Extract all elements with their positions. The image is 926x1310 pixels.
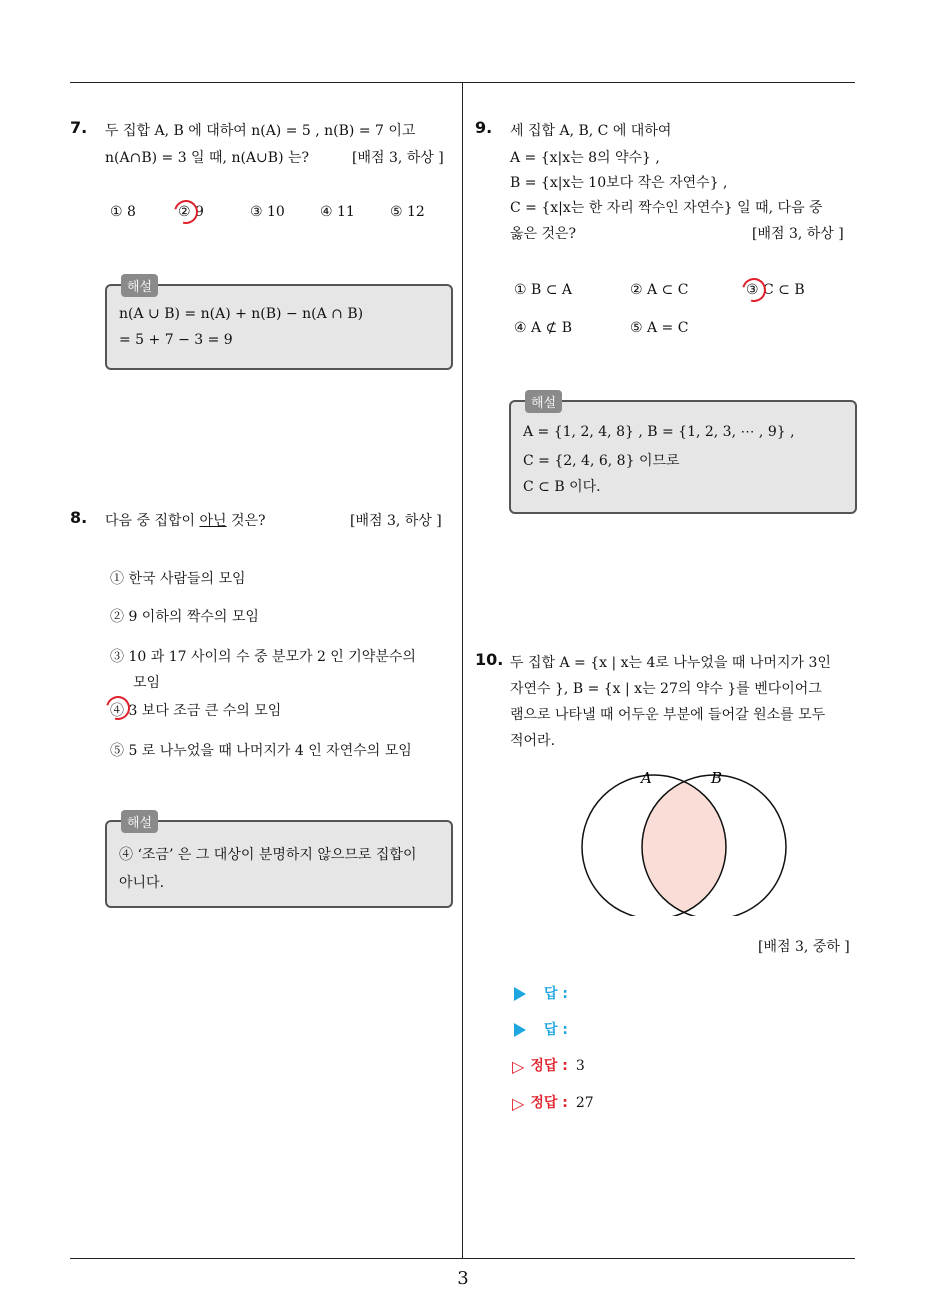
question-text-line: C = {x|x는 한 자리 짝수인 자연수} 일 때, 다음 중 bbox=[510, 200, 823, 216]
choice-3[interactable]: ③ 10 과 17 사이의 수 중 분모가 2 인 기약분수의 bbox=[110, 649, 416, 665]
correct-answer-row bbox=[512, 1055, 585, 1076]
outline-triangle-icon: ▷ bbox=[512, 1056, 525, 1076]
question-text-line: 다음 중 집합이 아닌 것은? bbox=[105, 513, 266, 529]
solution-tag: 해설 bbox=[121, 810, 158, 833]
question-text-line: n(A∩B) = 3 일 때, n(A∪B) 는? bbox=[105, 150, 310, 166]
answer-label: 답 : bbox=[544, 1022, 568, 1038]
selected-answer-mark bbox=[170, 196, 203, 229]
solution-box bbox=[105, 816, 453, 908]
question-text-line: 자연수 }, B = {x | x는 27의 약수 }를 벤다이어그 bbox=[510, 681, 822, 697]
correct-answer-value: 27 bbox=[575, 1095, 594, 1111]
solution-box bbox=[509, 396, 857, 514]
choice-4[interactable]: ④ A ⊄ B bbox=[514, 320, 573, 336]
solution-tag: 해설 bbox=[121, 274, 158, 297]
solution-line: A = {1, 2, 4, 8} , B = {1, 2, 3, ⋯ , 9} , bbox=[523, 424, 795, 440]
choice-1[interactable]: ① B ⊂ A bbox=[514, 282, 573, 298]
question-text-line: 적어라. bbox=[510, 733, 556, 749]
choice-5[interactable]: ⑤ A = C bbox=[630, 320, 689, 336]
correct-answer-label: 정답 : bbox=[530, 1058, 568, 1074]
solution-line: C = {2, 4, 6, 8} 이므로 bbox=[523, 453, 680, 469]
choice-3-continued: 모임 bbox=[133, 675, 161, 691]
question-text-line: 두 집합 A = {x | x는 4로 나누었을 때 나머지가 3인 bbox=[510, 655, 831, 671]
solution-line: n(A ∪ B) = n(A) + n(B) − n(A ∩ B) bbox=[119, 306, 364, 322]
question-text-line: 세 집합 A, B, C 에 대하여 bbox=[510, 123, 672, 139]
choice-4[interactable]: ④ 11 bbox=[320, 204, 355, 220]
question-number: 10. bbox=[475, 650, 504, 669]
choice-5[interactable]: ⑤ 12 bbox=[390, 204, 425, 220]
solution-line: ④ ‘조금’ 은 그 대상이 분명하지 않으므로 집합이 bbox=[119, 847, 417, 863]
question-number: 8. bbox=[70, 508, 88, 527]
correct-answer-label: 정답 : bbox=[530, 1095, 568, 1111]
score-label: [배점 3, 하상 ] bbox=[352, 150, 444, 166]
choice-1[interactable]: ① 한국 사람들의 모임 bbox=[110, 571, 246, 587]
venn-label-a: A bbox=[641, 769, 652, 787]
choice-5[interactable]: ⑤ 5 로 나누었을 때 나머지가 4 인 자연수의 모임 bbox=[110, 743, 412, 759]
answer-row[interactable] bbox=[514, 983, 568, 1003]
solution-line: = 5 + 7 − 3 = 9 bbox=[119, 332, 233, 348]
solution-line: C ⊂ B 이다. bbox=[523, 479, 601, 495]
choice-4[interactable]: ④ 3 보다 조금 큰 수의 모임 bbox=[110, 703, 282, 719]
answer-label: 답 : bbox=[544, 986, 568, 1002]
choice-2[interactable]: ② 9 bbox=[178, 204, 204, 220]
solution-line: 아니다. bbox=[119, 875, 165, 891]
choice-2[interactable]: ② 9 이하의 짝수의 모임 bbox=[110, 609, 259, 625]
bottom-rule bbox=[70, 1258, 855, 1259]
play-triangle-icon bbox=[514, 1023, 526, 1037]
score-label: [배점 3, 중하 ] bbox=[758, 939, 850, 955]
choice-1[interactable]: ① 8 bbox=[110, 204, 136, 220]
page-number: 3 bbox=[457, 1268, 469, 1289]
venn-diagram bbox=[570, 764, 810, 916]
correct-answer-value: 3 bbox=[575, 1058, 585, 1074]
question-text-line: 램으로 나타낼 때 어두운 부분에 들어갈 원소를 모두 bbox=[510, 707, 826, 723]
selected-answer-mark bbox=[738, 274, 771, 307]
question-text-line: A = {x|x는 8의 약수} , bbox=[510, 150, 660, 166]
correct-answer-row bbox=[512, 1092, 594, 1113]
outline-triangle-icon: ▷ bbox=[512, 1093, 525, 1113]
choice-3[interactable]: ③ 10 bbox=[250, 204, 285, 220]
question-number: 9. bbox=[475, 118, 493, 137]
solution-tag: 해설 bbox=[525, 390, 562, 413]
solution-box bbox=[105, 280, 453, 370]
play-triangle-icon bbox=[514, 987, 526, 1001]
score-label: [배점 3, 하상 ] bbox=[752, 226, 844, 242]
question-text-line: B = {x|x는 10보다 작은 자연수} , bbox=[510, 175, 728, 191]
score-label: [배점 3, 하상 ] bbox=[350, 513, 442, 529]
question-text-line: 두 집합 A, B 에 대하여 n(A) = 5 , n(B) = 7 이고 bbox=[105, 123, 416, 139]
column-divider bbox=[462, 82, 463, 1258]
question-text-line: 옳은 것은? bbox=[510, 226, 577, 242]
choice-3[interactable]: ③ C ⊂ B bbox=[746, 282, 805, 298]
question-number: 7. bbox=[70, 118, 88, 137]
choice-2[interactable]: ② A ⊂ C bbox=[630, 282, 689, 298]
venn-label-b: B bbox=[711, 769, 723, 787]
answer-row[interactable] bbox=[514, 1019, 568, 1039]
